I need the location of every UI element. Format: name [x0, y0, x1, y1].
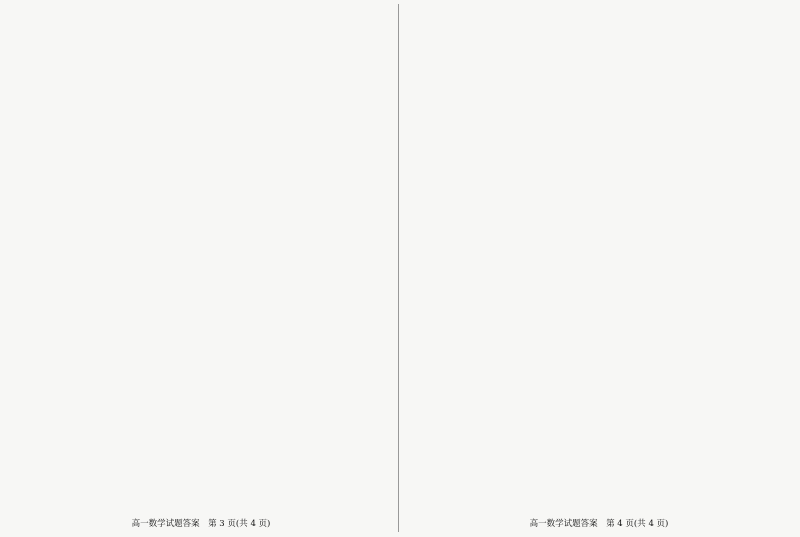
page-footer: 高一数学试题答案 第 4 页(共 4 页) [529, 519, 669, 529]
page-3 [8, 6, 394, 531]
page-4 [406, 6, 792, 531]
page-footer: 高一数学试题答案 第 3 页(共 4 页) [131, 519, 271, 529]
page-divider [398, 4, 399, 532]
